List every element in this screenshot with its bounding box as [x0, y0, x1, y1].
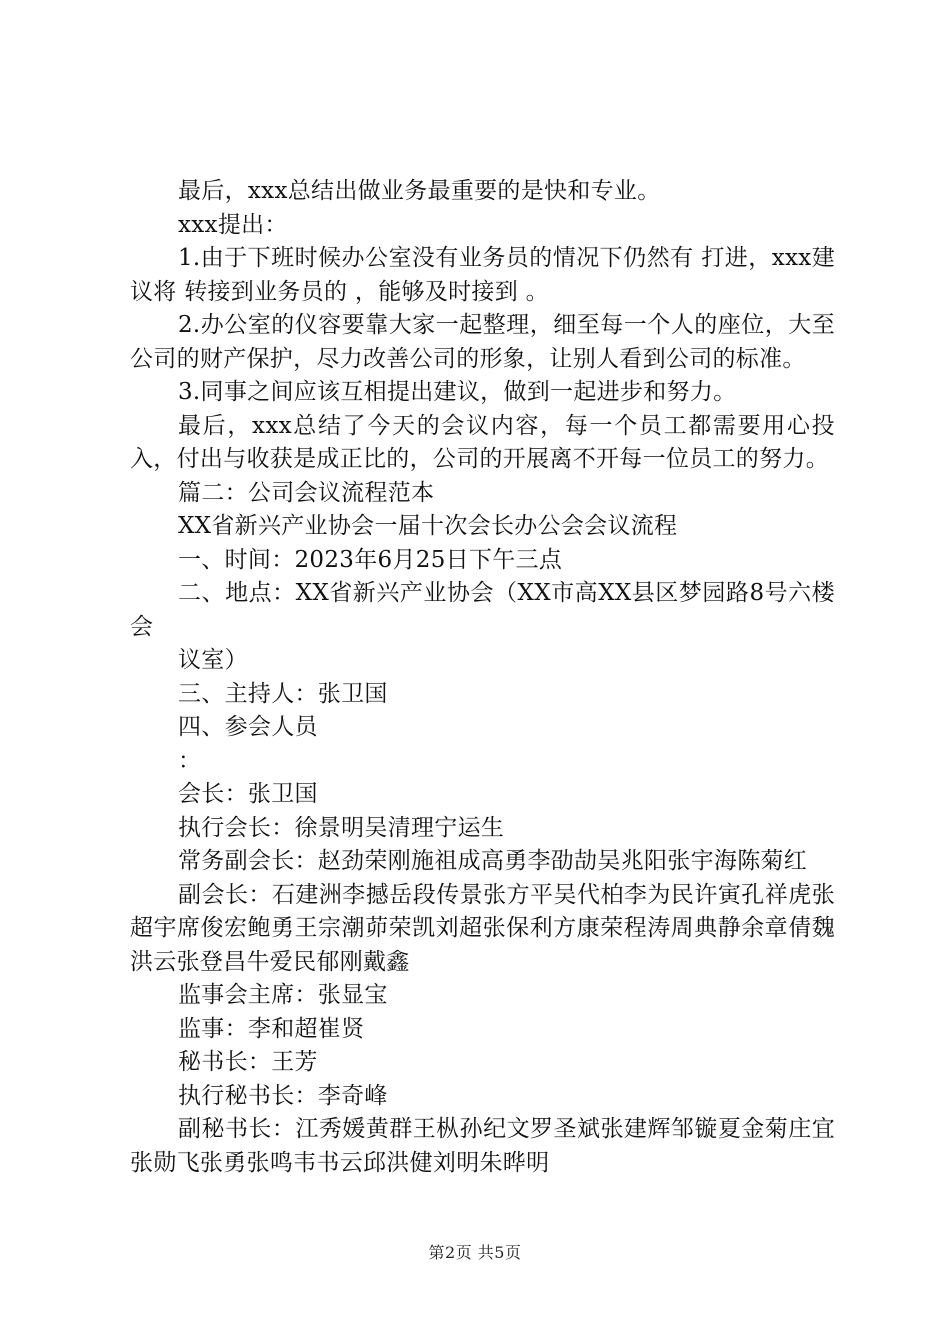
meeting-location: 二、地点：XX省新兴产业协会（XX市高XX县区梦园路8号六楼会	[130, 580, 835, 640]
document-body	[130, 175, 835, 1180]
meeting-title: XX省新兴产业协会一届十次会长办公会会议流程	[178, 513, 678, 539]
section-heading: 篇二：公司会议流程范本	[178, 479, 435, 506]
attendee-executive-secretary: 执行秘书长：李奇峰	[178, 1082, 388, 1109]
attendees-heading: 四、参会人员	[178, 714, 318, 740]
attendee-standing-vice-president: 常务副会长：赵劲荣刚施祖成高勇李劭劼吴兆阳张宇海陈菊红	[178, 848, 808, 874]
attendee-supervisor: 监事：李和超崔贤	[178, 1015, 365, 1042]
paragraph-summary-2: 最后，xxx总结了今天的会议内容，每一个员工都需要用心投入，付出与收获是成正比的，公司的开展离不开每一位员工的努力。	[130, 412, 835, 472]
paragraph-proposal-2: 2.办公室的仪容要靠大家一起整理，细至每一个人的座位，大至公司的财产保护，尽力改善公司的形象，让别人看到公司的标准。	[130, 312, 835, 372]
paragraph-proposal-1: 1.由于下班时候办公室没有业务员的情况下仍然有 打进，xxx建议将 转接到业务员的 ，能够及时接到 。	[130, 245, 835, 305]
attendee-supervisory-chair: 监事会主席：张显宝	[178, 982, 388, 1008]
attendee-vice-president: 副会长：石建洲李撼岳段传景张方平吴代柏李为民许寅孔祥虎张超宇席俊宏鲍勇王宗潮茆荣凯刘超张保利方康荣程涛周典静余章倩魏洪云张登昌牛爱民郁刚戴鑫	[130, 881, 835, 975]
attendee-executive-president: 执行会长：徐景明吴清理宁运生	[178, 814, 505, 841]
paragraph-proposal-intro: xxx提出：	[178, 211, 288, 238]
page-number-footer: 第2页 共5页	[428, 1243, 522, 1262]
meeting-time: 一、时间：2023年6月25日下午三点	[178, 546, 563, 573]
meeting-host: 三、主持人：张卫国	[178, 680, 388, 707]
paragraph-proposal-3: 3.同事之间应该互相提出建议，做到一起进步和努力。	[178, 379, 737, 405]
attendees-colon: ：	[178, 747, 202, 774]
paragraph-summary-1: 最后，xxx总结出做业务最重要的是快和专业。	[178, 178, 661, 204]
attendee-secretary-general: 秘书长：王芳	[178, 1049, 318, 1075]
attendee-president: 会长：张卫国	[178, 781, 318, 807]
attendee-deputy-secretary: 副秘书长：江秀媛黄群王枞孙纪文罗圣斌张建辉邹镟夏金菊庄宜张勋飞张勇张鸣韦书云邱洪健刘明朱晔明	[130, 1116, 835, 1176]
meeting-location-cont: 议室）	[178, 647, 248, 673]
